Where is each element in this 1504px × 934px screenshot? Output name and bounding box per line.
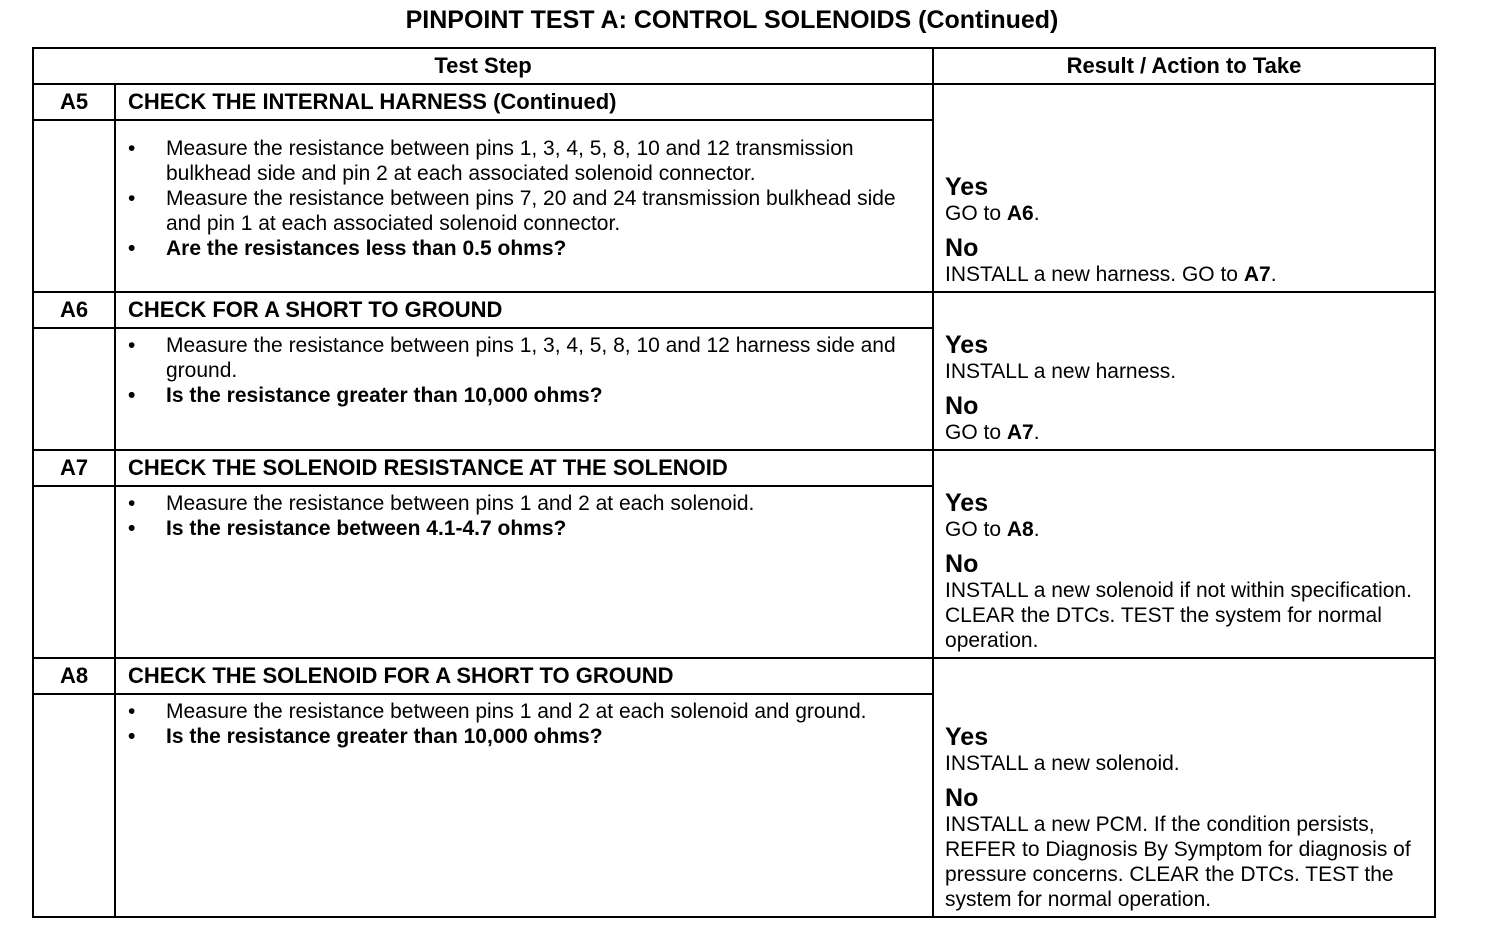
step-id: A8 (33, 658, 115, 694)
step-result (933, 658, 1435, 917)
list-item: • Measure the resistance between pins 1, 3, 4, 5, 8, 10 and 12 transmission bulkhead side and pin 2 at each associated solenoid connector. (128, 137, 854, 185)
no-ref: A7 (1243, 263, 1271, 286)
item-text: Are the resistances less than 0.5 ohms? (166, 237, 567, 260)
step-result (933, 292, 1435, 450)
no-ref: A7 (1006, 421, 1034, 444)
yes-label: Yes (945, 331, 989, 359)
list-item: • Measure the resistance between pins 1 and 2 at each solenoid. (128, 492, 755, 515)
no-label: No (945, 784, 979, 812)
yes-label: Yes (945, 173, 989, 201)
list-item-question: • Are the resistances less than 0.5 ohms? (128, 237, 567, 260)
yes-label: Yes (945, 489, 989, 517)
item-text: Measure the resistance between pins 1 and 2 at each solenoid. (166, 492, 755, 515)
no-action: INSTALL a new harness. GO to (945, 263, 1244, 286)
item-text: Measure the resistance between pins 7, 20 and 24 transmission bulkhead side and pin 1 at each associated solenoid connector. (166, 187, 896, 235)
item-text: Measure the resistance between pins 1 and 2 at each solenoid and ground. (166, 700, 867, 723)
yes-action: INSTALL a new solenoid. (945, 752, 1180, 775)
page-title: PINPOINT TEST A: CONTROL SOLENOIDS (Continued) (405, 6, 1059, 34)
step-heading: CHECK FOR A SHORT TO GROUND (115, 292, 933, 328)
list-item-question: • Is the resistance between 4.1-4.7 ohms? (128, 517, 567, 540)
step-header-row (33, 84, 1435, 120)
no-tail: . (1270, 263, 1277, 286)
step-body (115, 486, 933, 658)
step-result (933, 84, 1435, 292)
list-item: • Measure the resistance between pins 1, 3, 4, 5, 8, 10 and 12 harness side and ground. (128, 334, 896, 382)
step-id-spacer (33, 694, 115, 917)
step-id-spacer (33, 328, 115, 450)
step-id-spacer (33, 486, 115, 658)
yes-tail: . (1033, 202, 1040, 225)
step-id: A6 (33, 292, 115, 328)
pinpoint-test-table (32, 47, 1436, 918)
step-heading: CHECK THE INTERNAL HARNESS (Continued) (115, 84, 933, 120)
step-id: A7 (33, 450, 115, 486)
yes-action: GO to (945, 202, 1007, 225)
item-text: Measure the resistance between pins 1, 3, 4, 5, 8, 10 and 12 transmission bulkhead side and pin 2 at each associated solenoid connector. (166, 137, 854, 185)
no-action: INSTALL a new PCM. If the condition persists, REFER to Diagnosis By Symptom for diagnosis of pressure concerns. CLEAR the DTCs. TEST the system for normal operation. (945, 813, 1411, 911)
yes-ref: A6 (1006, 202, 1034, 225)
item-text: Is the resistance between 4.1-4.7 ohms? (166, 517, 567, 540)
step-heading: CHECK THE SOLENOID RESISTANCE AT THE SOLENOID (115, 450, 933, 486)
step-header-row (33, 658, 1435, 694)
step-body (115, 694, 933, 917)
list-item: • Measure the resistance between pins 7, 20 and 24 transmission bulkhead side and pin 1 at each associated solenoid connector. (128, 187, 896, 235)
step-result (933, 450, 1435, 658)
header-row (33, 48, 1435, 84)
test-step-header: Test Step (33, 48, 933, 84)
step-items (116, 491, 932, 541)
list-item: • Measure the resistance between pins 1 and 2 at each solenoid and ground. (128, 700, 867, 723)
no-action: INSTALL a new solenoid if not within specification. CLEAR the DTCs. TEST the system for normal operation. (945, 579, 1412, 652)
no-label: No (945, 234, 979, 262)
step-items (116, 333, 932, 408)
yes-label: Yes (945, 723, 989, 751)
yes-action: INSTALL a new harness. (945, 360, 1177, 383)
item-text: Is the resistance greater than 10,000 ohms? (166, 725, 603, 748)
item-text: Measure the resistance between pins 1, 3, 4, 5, 8, 10 and 12 harness side and ground. (166, 334, 896, 382)
step-heading: CHECK THE SOLENOID FOR A SHORT TO GROUND (115, 658, 933, 694)
no-tail: . (1033, 421, 1040, 444)
step-header-row (33, 450, 1435, 486)
list-item-question: • Is the resistance greater than 10,000 ohms? (128, 725, 603, 748)
no-action: GO to (945, 421, 1007, 444)
yes-ref: A8 (1006, 518, 1034, 541)
no-label: No (945, 550, 979, 578)
step-body (115, 328, 933, 450)
step-items (116, 136, 932, 261)
step-items (116, 699, 932, 749)
step-header-row (33, 292, 1435, 328)
yes-action: GO to (945, 518, 1007, 541)
result-header: Result / Action to Take (933, 48, 1435, 84)
item-text: Is the resistance greater than 10,000 ohms? (166, 384, 603, 407)
yes-tail: . (1033, 518, 1040, 541)
step-id-spacer (33, 120, 115, 292)
step-body (115, 120, 933, 292)
list-item-question: • Is the resistance greater than 10,000 ohms? (128, 384, 603, 407)
step-id: A5 (33, 84, 115, 120)
no-label: No (945, 392, 979, 420)
